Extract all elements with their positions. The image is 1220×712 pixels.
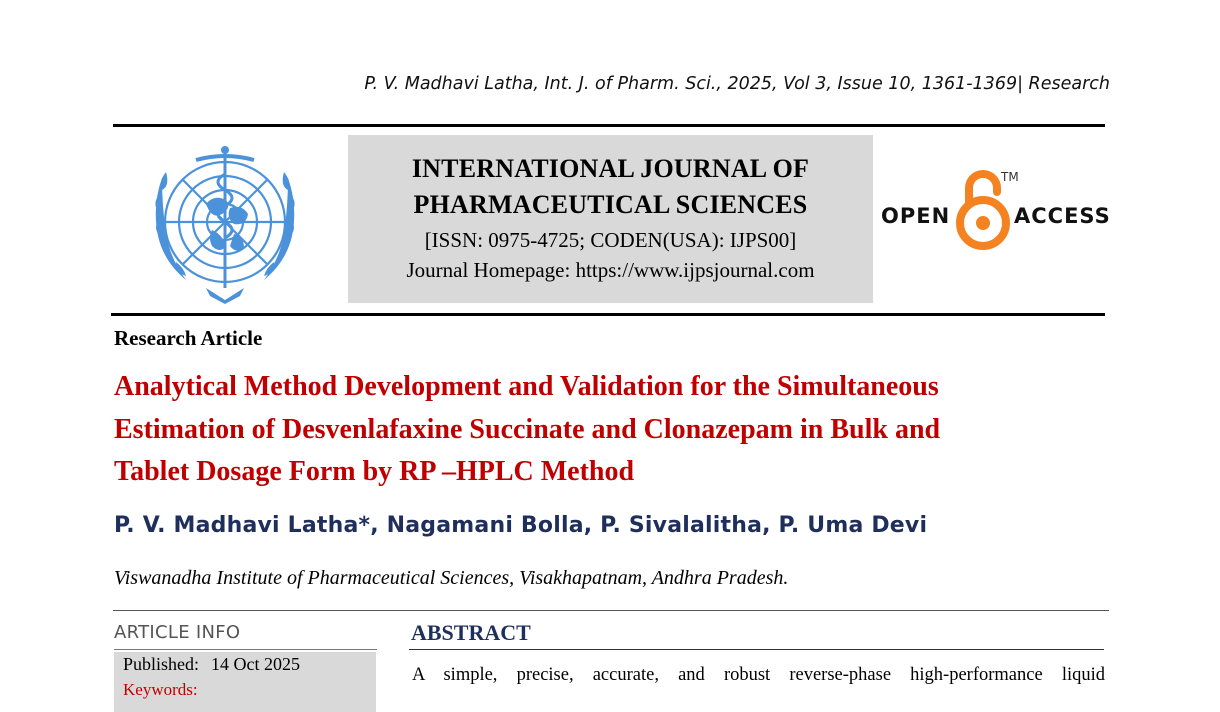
author-list: P. V. Madhavi Latha*, Nagamani Bolla, P. Sivalalitha, P. Uma Devi (114, 513, 928, 538)
journal-issn: [ISSN: 0975-4725; CODEN(USA): IJPS00] (424, 228, 797, 252)
article-title (114, 366, 1104, 494)
header-top-rule (113, 124, 1105, 127)
article-type: Research Article (114, 326, 263, 350)
open-access-logo (880, 168, 1110, 250)
journal-title (348, 151, 873, 223)
journal-homepage: Journal Homepage: https://www.ijpsjournal.com (406, 258, 815, 282)
published-label: Published: (123, 654, 200, 674)
article-info-rule (114, 649, 377, 650)
open-access-trademark: TM (1001, 170, 1019, 184)
article-info-box (114, 652, 376, 712)
published-row (123, 654, 300, 675)
header-bottom-rule (111, 313, 1105, 316)
article-title-line-2: Estimation of Desvenlafaxine Succinate and Clonazepam in Bulk and (114, 413, 941, 445)
abstract-rule (409, 649, 1104, 650)
journal-title-line-2: PHARMACEUTICAL SCIENCES (413, 190, 808, 219)
running-head: P. V. Madhavi Latha, Int. J. of Pharm. Sci., 2025, Vol 3, Issue 10, 1361-1369| Research (364, 74, 1110, 94)
keywords-label: Keywords: (123, 680, 198, 699)
un-emblem-logo (126, 138, 324, 308)
journal-title-line-1: INTERNATIONAL JOURNAL OF (411, 154, 810, 183)
section-divider (113, 610, 1109, 611)
abstract-text: A simple, precise, accurate, and robust reverse-phase high-performance liquid (412, 665, 1105, 685)
published-date: 14 Oct 2025 (211, 654, 301, 674)
open-access-word-access: ACCESS (1014, 204, 1111, 228)
open-access-word-open: OPEN (881, 204, 951, 228)
author-affiliation: Viswanadha Institute of Pharmaceutical Sciences, Visakhapatnam, Andhra Pradesh. (114, 567, 789, 589)
article-title-line-1: Analytical Method Development and Validation for the Simultaneous (114, 371, 939, 402)
article-title-line-3: Tablet Dosage Form by RP –HPLC Method (114, 456, 635, 487)
abstract-heading: ABSTRACT (411, 620, 531, 645)
journal-masthead-box (348, 135, 873, 303)
article-info-heading: ARTICLE INFO (114, 622, 241, 643)
